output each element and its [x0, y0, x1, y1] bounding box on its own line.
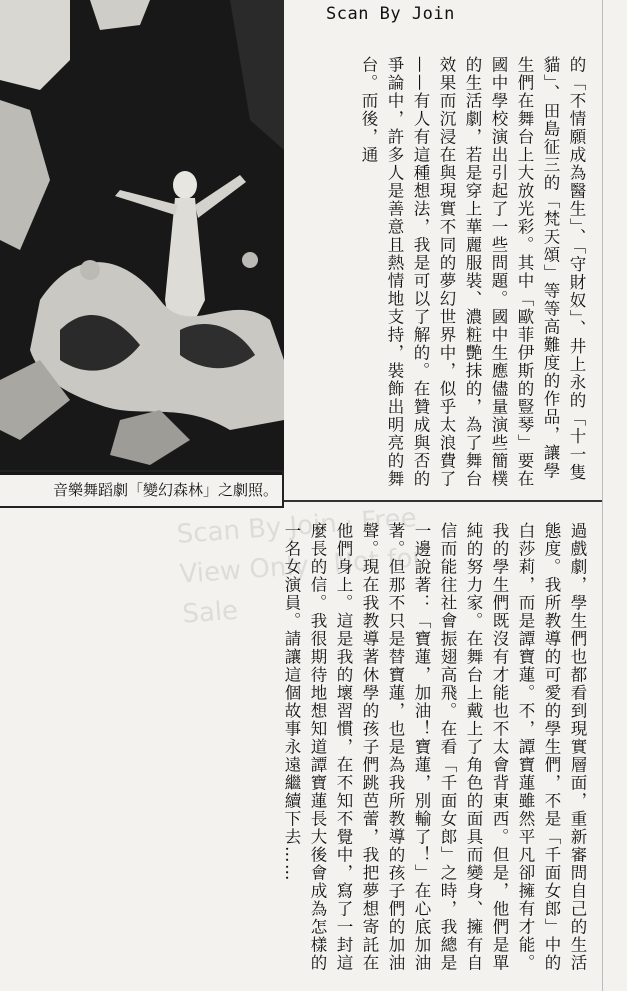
scan-credit: Scan By Join: [326, 4, 455, 24]
article-text-lower: 過戲劇，學生們也都看到現實層面，重新審問自己的生活態度。我所教導的可愛的學生們，不是「千面女郎」中的白莎莉，而是譚寶蓮。不，譚寶蓮雖然平凡卻擁有才能。我的學生們既沒有才能也不太會背東西。但是，他們是單純的努力家。在舞台上戴上了角色的面具而變身、擁有自信而能往社會振翅高飛。在看「千面女郎」之時，我總是一邊說著：「寶蓮，加油！寶蓮，別輸了！」在心底加油著。但那不只是替寶蓮，也是為我所教導的孩子們的加油聲。現在我教導著休學的孩子們跳芭蕾，我把夢想寄託在他們身上。這是我的壞習慣，在不知不覺中，寫了一封這麼長的信。我很期待地想知道譚寶蓮長大後會成為怎樣的一名女演員。請讓這個故事永遠繼續下去……: [282, 522, 587, 972]
section-divider: [284, 500, 602, 502]
article-text-upper: 的「不情願成為醫生」、「守財奴」、井上永的「十一隻貓」、田島征三的「梵天頌」等等高難度的作品，讓學生們在舞台上大放光彩。其中「歐菲伊斯的豎琴」要在國中學校演出引起了一些問題。國中生應儘量演些簡樸的生活劇，若是穿上華麗服裝、濃粧艷抹的，為了舞台效果而沉浸在與現實不同的夢幻世界中，似乎太浪費了——有人有這種想法，我是可以了解的。在贊成與否的爭論中，許多人是善意且熱情地支持，裝飾出明亮的舞台。而後，通: [359, 56, 586, 488]
photo-caption: 音樂舞蹈劇「變幻森林」之劇照。: [0, 470, 284, 508]
stage-photo-image: [0, 0, 284, 475]
stage-photo: [0, 0, 284, 475]
watermark: Scan By Join · Free View Only · Not for Sale: [175, 503, 424, 630]
margin-line: [602, 0, 603, 991]
